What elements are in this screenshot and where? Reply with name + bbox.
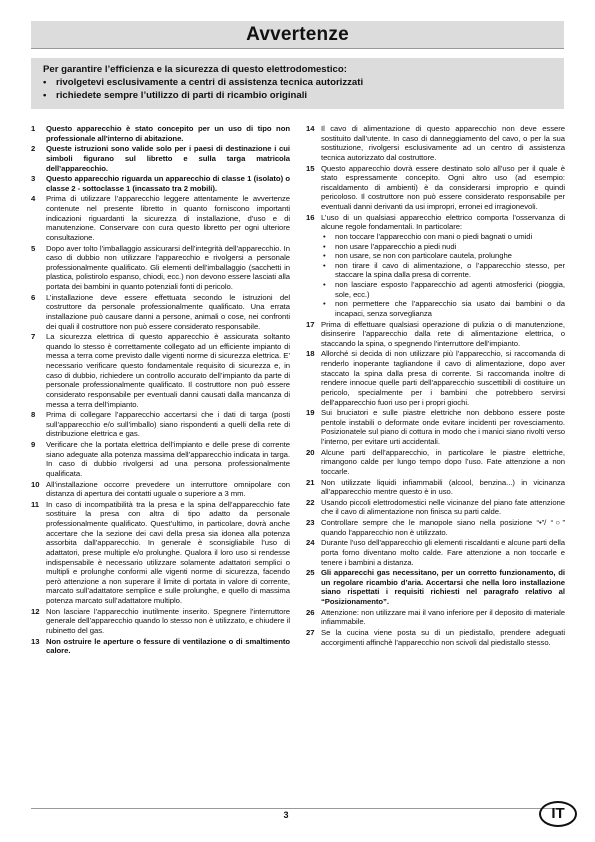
warning-item: 2 Queste istruzioni sono valide solo per i paesi di destinazione i cui simboli figurano sul libretto e sulla targa matricola dell’apparecchio. (31, 144, 290, 173)
bullet-icon: • (323, 260, 326, 270)
warning-item: 21 Non utilizzate liquidi infiammabili (alcool, benzina...) in vicinanza all’apparecchio mentre questo è in uso. (306, 477, 565, 497)
bullet-icon: • (323, 251, 326, 261)
warning-item: 27 Se la cucina viene posta su di un piedistallo, prendere adeguati accorgimenti affinchè l’apparecchio non scivoli dal piedistallo stesso. (306, 627, 565, 647)
warning-item: 15 Questo apparecchio dovrà essere destinato solo all’uso per il quale è stato espressamente concepito. Ogni altro uso (ad esempio: riscaldamento di ambienti) è da considerarsi improprio e quindi pericoloso. Il costruttore non può essere considerato responsabile per eventuali danni derivanti da usi impropri, erronei ed irragionevoli. (306, 163, 565, 211)
warning-item: 6 L’installazione deve essere effettuata secondo le istruzioni del costruttore da personale professionalmente qualificato. Una errata installazione può causare danni a persone, animali o cose, nei confronti dei quali il costruttore non può essere considerato responsabile. (31, 292, 290, 331)
warning-item: 13 Non ostruire le aperture o fessure di ventilazione o di smaltimento calore. (31, 636, 290, 656)
left-column (31, 124, 290, 657)
language-badge: IT (539, 801, 577, 827)
warning-item: 5 Dopo aver tolto l’imballaggio assicurarsi dell’integrità dell’apparecchio. In caso di dubbio non utilizzare l’apparecchio e rivolgersi a personale professionalmente qualificato. Gli elementi dell’imballaggio (sacchetti in plastica, polistirolo espanso, chiodi, ecc.) non devono essere lasciati alla portata dei bambini in quanto potenziali fonti di pericolo. (31, 243, 290, 291)
list-item: • non toccare l’apparecchio con mani o piedi bagnati o umidi (323, 231, 533, 241)
rule-list (321, 232, 565, 319)
warning-item: 23 Controllare sempre che le manopole siano nella posizione “•”/ “○” quando l’apparecchio non è utilizzato. (306, 518, 565, 537)
list-item: • non lasciare esposto l’apparecchio ad agenti atmosferici (pioggia, sole, ecc.) (323, 280, 565, 299)
warning-item: 8 Prima di collegare l’apparecchio accertarsi che i dati di targa (posti sull’apparecchio e/o sull’imballo) siano rispondenti a quelli della rete di distribuzione elettrica e gas. (31, 410, 290, 439)
page-title: Avvertenze (246, 24, 349, 45)
warning-item: 16 L’uso di un qualsiasi apparecchio elettrico comporta l’osservanza di alcune regole fondamentali. In particolare: • non toccare l’apparecchio con mani o piedi bagnati o umidi • non usare l’apparecchio a piedi nudi • non usare, se non con particolare cautela, prolunghe • non tirare il cavo di alimentazione, o l’apparecchio stesso, per staccare la spina dalla presa di corrente. • non lasciare esposto l’apparecchio ad agenti atmosferici (pioggia, sole, ecc.) • non permettere che l’apparecchio sia usato dai bambini o da incapaci, senza sorveglianza (306, 212, 565, 318)
warning-item: 9 Verificare che la portata elettrica dell’impianto e delle prese di corrente siano adeguate alla potenza massima dell’apparecchio indicata in targa. In caso di dubbio rivolgersi ad una persona professionalmente qualificata. (31, 440, 290, 478)
warning-item: 25 Gli apparecchi gas necessitano, per un corretto funzionamento, di un regolare ricambio d’aria. Accertarsi che nella loro installazione siano rispettati i requisiti richiesti nel paragrafo relativo al “Posizionamento”. (306, 568, 565, 606)
warning-item: 10 All’installazione occorre prevedere un interruttore omnipolare con distanza di apertura dei contatti uguale o superiore a 3 mm. (31, 479, 290, 499)
warning-item: 18 Allorché si decida di non utilizzare più l’apparecchio, si raccomanda di renderlo inoperante tagliandone il cavo di alimentazione, dopo aver staccato la spina dalla presa di corrente. Si raccomanda inoltre di rendere innocue quelle parti dell’apparecchio suscettibili di costituire un pericolo, specialmente per i bambini che potrebbero servirsi dell’apparecchio fuori uso per i propri giochi. (306, 349, 565, 407)
bullet-icon: • (43, 90, 47, 101)
title-bar (31, 21, 564, 49)
warning-item: 24 Durante l'uso dell'apparecchio gli elementi riscaldanti e alcune parti della porta forno diventano molto calde. Fare attenzione a non toccarle e tenere i bambini a distanza. (306, 538, 565, 567)
warning-item: 4 Prima di utilizzare l’apparecchio leggere attentamente le avvertenze contenute nel presente libretto in quanto forniscono importanti indicazioni riguardanti la sicurezza di installazione, d’uso e di manutenzione. Conservare con cura questo libretto per ogni ulteriore consultazione. (31, 194, 290, 242)
warning-item: 12 Non lasciare l’apparecchio inutilmente inserito. Spegnere l’interruttore generale dell’apparecchio quando lo stesso non è utilizzato, e chiudere il rubinetto del gas. (31, 606, 290, 635)
bullet-icon: • (43, 77, 47, 88)
intro-bullet: • rivolgetevi esclusivamente a centri di assistenza tecnica autorizzati (43, 77, 364, 88)
warning-item: 11 In caso di incompatibilità tra la presa e la spina dell’apparecchio fate sostituire la presa con altra di tipo adatto da personale professionalmente qualificato. Quest’ultimo, in particolare, dovrà anche accertare che la sezione dei cavi della presa sia idonea alla potenza assorbita dall’apparecchio. In generale è sconsigliabile l’uso di adattatori, prese multiple e/o prolunghe. Qualora il loro uso si rendesse indispensabile è necessario utilizzare solamente adattatori semplici o multipli e prolunghe conformi alle vigenti norme di sicurezza, facendo però attenzione a non superare il limite di portata in valore di corrente, marcato sull’adattatore semplice e sulle prolunghe, e quello di massima potenza marcato sull’adattatore multiplo. (31, 499, 290, 605)
bullet-icon: • (323, 241, 326, 251)
warning-item: 20 Alcune parti dell’apparecchio, in particolare le piastre elettriche, rimangono calde per lungo tempo dopo l’uso. Fate attenzione a non toccarle. (306, 447, 565, 476)
bullet-icon: • (323, 280, 326, 289)
warning-item: 3 Questo apparecchio riguarda un apparecchio di classe 1 (isolato) o classe 2 - sottoclasse 1 (incassato tra 2 mobili). (31, 174, 290, 193)
warning-item: 22 Usando piccoli elettrodomestici nelle vicinanze del piano fate attenzione che il cavo di alimentazione non finisca su parti calde. (306, 497, 565, 517)
bullet-icon: • (323, 231, 326, 241)
list-item: • non usare l’apparecchio a piedi nudi (323, 241, 457, 251)
warning-item: 1 Questo apparecchio è stato concepito per un uso di tipo non professionale all'interno di abitazione. (31, 124, 290, 143)
footer-divider (31, 808, 564, 809)
intro-lead: Per garantire l’efficienza e la sicurezza di questo elettrodomestico: (43, 64, 347, 75)
warning-item: 17 Prima di effettuare qualsiasi operazione di pulizia o di manutenzione, disinserire l’apparecchio dalla rete di alimentazione elettrica, o staccando la spina, o spegnendo l’interruttore dell’impianto. (306, 319, 565, 348)
intro-bullet: • richiedete sempre l’utilizzo di parti di ricambio originali (43, 90, 308, 101)
intro-box (31, 58, 564, 109)
bullet-icon: • (323, 299, 326, 309)
list-item: • non permettere che l’apparecchio sia usato dai bambini o da incapaci, senza sorveglianza (323, 299, 565, 318)
right-column (306, 124, 565, 648)
warning-item: 7 La sicurezza elettrica di questo apparecchio è assicurata soltanto quando lo stesso è correttamente collegato ad un efficiente impianto di messa a terra come previsto dalle vigenti norme di sicurezza elettrica. E’ necessario verificare questo fondamentale requisito di sicurezza e, in caso di dubbio, richiedere un controllo accurato dell’impianto da parte di personale professionalmente qualificato. Il costruttore non può essere considerato responsabile per eventuali danni causati dalla mancanza di messa a terra dell’impianto. (31, 332, 290, 409)
intro-bullets (43, 76, 363, 102)
warning-item: 26 Attenzione: non utilizzare mai il vano inferiore per il deposito di materiale infiammabile. (306, 607, 565, 627)
warning-item: 19 Sui bruciatori e sulle piastre elettriche non debbono essere poste pentole instabili o deformate onde evitare incidenti per rovesciamento. Posizionatele sul piano di cottura in modo che i manici siano rivolti verso l’interno, per evitare urti accidentali. (306, 408, 565, 446)
list-item: • non tirare il cavo di alimentazione, o l’apparecchio stesso, per staccare la spina dalla presa di corrente. (323, 260, 565, 280)
list-item: • non usare, se non con particolare cautela, prolunghe (323, 251, 512, 261)
warning-item: 14 Il cavo di alimentazione di questo apparecchio non deve essere sostituito dall’utente. In caso di danneggiamento del cavo, o per la sua sostituzione, rivolgersi esclusivamente ad un centro di assistenza tecnica autorizzato dal costruttore. (306, 124, 565, 162)
page-number: 3 (283, 810, 289, 820)
